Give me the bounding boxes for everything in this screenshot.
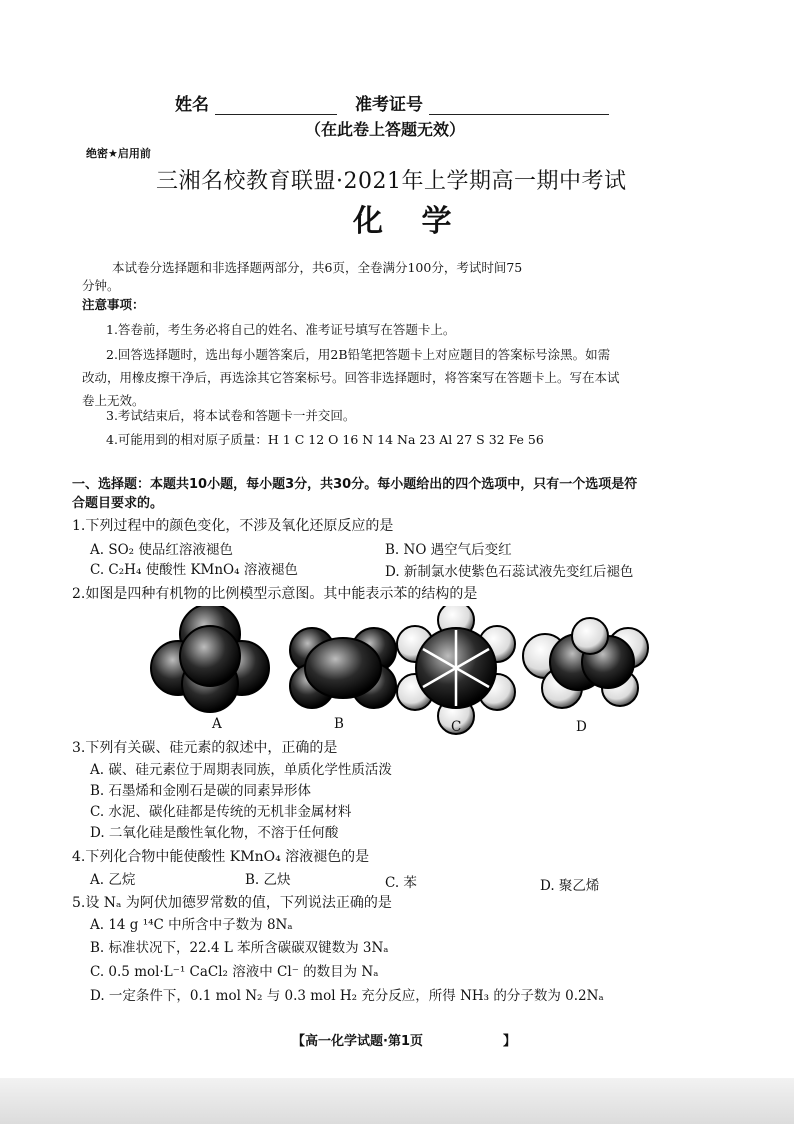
name-label: 姓名 [175,95,209,115]
molecule-model-a [151,606,269,712]
subject-title: 化 学 [353,204,466,239]
q3-stem: 3.下列有关碳、硅元素的叙述中，正确的是 [72,740,338,756]
q4-option-d: D. 聚乙烯 [540,878,600,894]
q5-option-c: C. 0.5 mol·L⁻¹ CaCl₂ 溶液中 Cl⁻ 的数目为 Nₐ [90,964,379,980]
footer-page-label: 【高一化学试题·第1页 [292,1034,423,1049]
notice-item-1: 1.答卷前，考生务必将自己的姓名、准考证号填写在答题卡上。 [106,322,456,337]
q4-stem: 4.下列化合物中能使酸性 KMnO₄ 溶液褪色的是 [72,849,370,865]
scan-bottom-shadow [0,1078,794,1124]
q5-option-b: B. 标准状况下，22.4 L 苯所含碳碳双键数为 3Nₐ [90,940,389,956]
footer-bracket: 】 [503,1034,517,1049]
notice-item-3: 3.考试结束后，将本试卷和答题卡一并交回。 [106,408,356,423]
q3-option-b: B. 石墨烯和金刚石是碳的同素异形体 [90,783,312,799]
q3-option-a: A. 碳、硅元素位于周期表同族，单质化学性质活泼 [90,762,392,778]
q1-stem: 1.下列过程中的颜色变化，不涉及氧化还原反应的是 [72,518,394,534]
intro-line-1: 本试卷分选择题和非选择题两部分，共6页，全卷满分100分，考试时间75 [112,260,523,275]
intro-line-2: 分钟。 [82,278,120,293]
molecule-model-d [523,618,648,708]
exam-title: 三湘名校教育联盟·2021年上学期高一期中考试 [156,169,627,194]
name-blank [215,96,337,115]
notice-item-2b: 改动，用橡皮擦干净后，再选涂其它答案标号。回答非选择题时，将答案写在答题卡上。写在本试 [82,370,620,385]
q2-label-b: B [334,716,344,732]
name-field-row [175,90,337,115]
exam-no-blank [429,96,609,115]
section-1-line-1: 一、选择题：本题共10小题，每小题3分，共30分。每小题给出的四个选项中，只有一个选项是符 [72,477,638,492]
q4-option-b: B. 乙炔 [245,872,291,888]
q3-option-d: D. 二氧化硅是酸性氧化物，不溶于任何酸 [90,825,339,841]
molecule-model-b [290,628,396,708]
exam-no-field-row [355,90,609,115]
q5-stem: 5.设 Nₐ 为阿伏加德罗常数的值，下列说法正确的是 [72,895,392,911]
q5-option-a: A. 14 g ¹⁴C 中所含中子数为 8Nₐ [90,917,293,933]
q1-option-b: B. NO 遇空气后变红 [385,542,512,558]
section-1-line-2: 合题目要求的。 [72,496,164,511]
q4-option-c: C. 苯 [385,875,417,891]
notice-heading: 注意事项： [82,297,145,312]
molecule-models [150,606,650,736]
q1-option-d: D. 新制氯水使紫色石蕊试液先变红后褪色 [385,564,634,580]
q1-option-a: A. SO₂ 使品红溶液褪色 [90,542,233,558]
molecule-model-c [397,606,515,734]
q2-label-d: D [576,719,587,735]
invalid-note: （在此卷上答题无效） [305,120,466,139]
q3-option-c: C. 水泥、碳化硅都是传统的无机非金属材料 [90,804,352,820]
q5-option-d: D. 一定条件下，0.1 mol N₂ 与 0.3 mol H₂ 充分反应，所得 NH₃ 的分子数为 0.2Nₐ [90,988,604,1004]
q2-stem: 2.如图是四种有机物的比例模型示意图。其中能表示苯的结构的是 [72,586,478,602]
notice-item-2c: 卷上无效。 [82,393,145,408]
q4-option-a: A. 乙烷 [90,872,136,888]
q2-label-c: C [451,719,462,735]
secret-mark: 绝密★启用前 [86,147,151,160]
exam-no-label: 准考证号 [355,95,423,115]
notice-item-2a: 2.回答选择题时，选出每小题答案后，用2B铅笔把答题卡上对应题目的答案标号涂黑。如需 [106,347,611,362]
q1-option-c: C. C₂H₄ 使酸性 KMnO₄ 溶液褪色 [90,562,298,578]
q2-label-a: A [212,716,222,732]
notice-item-4: 4.可能用到的相对原子质量：H 1 C 12 O 16 N 14 Na 23 Al 27 S 32 Fe 56 [106,432,544,447]
